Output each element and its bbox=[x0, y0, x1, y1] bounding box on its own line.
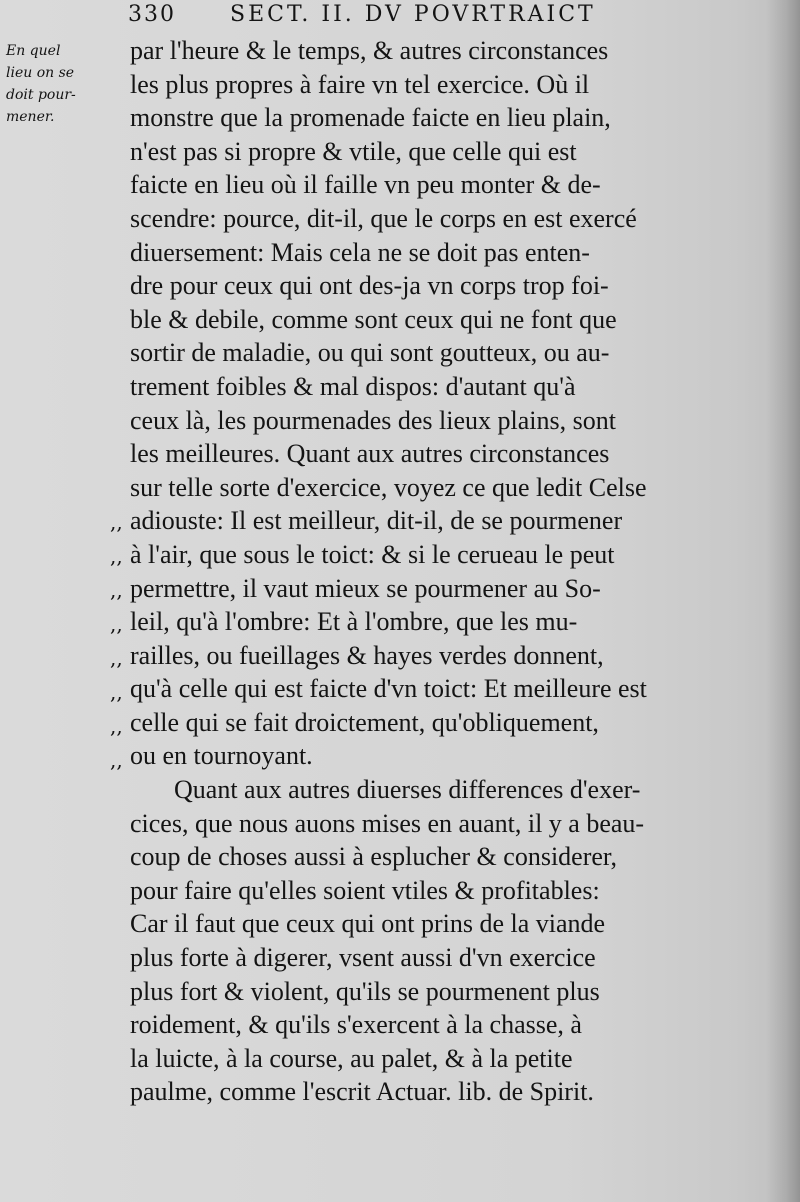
text-line: trement foibles & mal dispos: d'autant qu'à bbox=[130, 371, 576, 401]
quotation-mark: ,, bbox=[110, 748, 123, 772]
text-line: la luicte, à la course, au palet, & à la petite bbox=[130, 1043, 573, 1073]
margin-note-line: lieu on se bbox=[6, 65, 75, 81]
text-line: plus fort & violent, qu'ils se pourmenent plus bbox=[130, 976, 600, 1006]
text-line: ceux là, les pourmenades des lieux plains, sont bbox=[130, 405, 616, 435]
page-header bbox=[128, 2, 748, 30]
text-line: coup de choses aussi à esplucher & considerer, bbox=[130, 842, 618, 872]
quotation-mark: ,, bbox=[110, 510, 123, 534]
text-line: roidement, & qu'ils s'exercent à la chasse, à bbox=[130, 1010, 582, 1040]
text-line: par l'heure & le temps, & autres circonstances bbox=[130, 36, 609, 65]
text-line: cices, que nous auons mises en auant, il y a beau- bbox=[130, 808, 645, 838]
margin-note-line: mener. bbox=[6, 109, 55, 125]
page-number: 330 bbox=[128, 2, 176, 27]
text-line: n'est pas si propre & vtile, que celle qui est bbox=[130, 136, 577, 166]
quotation-mark: ,, bbox=[110, 680, 123, 704]
text-line: ou en tournoyant. bbox=[130, 741, 313, 771]
quotation-mark: ,, bbox=[110, 646, 123, 670]
text-line: ble & debile, comme sont ceux qui ne font que bbox=[130, 304, 617, 334]
quotation-mark: ,, bbox=[110, 578, 123, 602]
text-line: plus forte à digerer, vsent aussi d'vn exercice bbox=[130, 943, 596, 973]
text-line: les meilleures. Quant aux autres circonstances bbox=[130, 439, 610, 469]
text-line: permettre, il vaut mieux se pourmener au So- bbox=[130, 573, 601, 603]
quotation-mark: ,, bbox=[110, 544, 123, 568]
margin-note bbox=[6, 40, 124, 128]
text-line: faicte en lieu où il faille vn peu monter & de- bbox=[130, 170, 601, 200]
text-line: monstre que la promenade faicte en lieu plain, bbox=[130, 103, 611, 133]
body-text bbox=[130, 34, 750, 1109]
text-line: celle qui se fait droictement, qu'obliquement, bbox=[130, 707, 599, 737]
text-line: paulme, comme l'escrit Actuar. lib. de Spirit. bbox=[130, 1077, 594, 1107]
text-line: sur telle sorte d'exercice, voyez ce que ledit Celse bbox=[130, 472, 647, 502]
quotation-mark: ,, bbox=[110, 612, 123, 636]
text-line: pour faire qu'elles soient vtiles & profitables: bbox=[130, 875, 600, 905]
paragraph-first-line: Quant aux autres diuerses differences d'exer- bbox=[174, 775, 641, 805]
text-line: scendre: pource, dit-il, que le corps en est exercé bbox=[130, 203, 637, 233]
text-line: leil, qu'à l'ombre: Et à l'ombre, que les mu- bbox=[130, 607, 578, 637]
text-line: adiouste: Il est meilleur, dit-il, de se pourmener bbox=[130, 506, 623, 536]
text-line: qu'à celle qui est faicte d'vn toict: Et meilleure est bbox=[130, 674, 647, 704]
text-line: Car il faut que ceux qui ont prins de la viande bbox=[130, 909, 606, 939]
text-line: railles, ou fueillages & hayes verdes donnent, bbox=[130, 640, 604, 670]
running-title: SECT. II. DV POVRTRAICT bbox=[230, 2, 596, 27]
gutter-shadow bbox=[766, 0, 800, 1202]
text-line: dre pour ceux qui ont des-ja vn corps trop foi- bbox=[130, 271, 609, 301]
margin-note-line: En quel bbox=[6, 43, 61, 59]
text-line: les plus propres à faire vn tel exercice. Où il bbox=[130, 69, 590, 99]
margin-note-line: doit pour- bbox=[6, 87, 76, 103]
text-line: à l'air, que sous le toict: & si le cerueau le peut bbox=[130, 539, 615, 569]
quotation-mark: ,, bbox=[110, 714, 123, 738]
text-line: sortir de maladie, ou qui sont goutteux, ou au- bbox=[130, 338, 610, 368]
text-line: diuersement: Mais cela ne se doit pas enten- bbox=[130, 237, 590, 267]
